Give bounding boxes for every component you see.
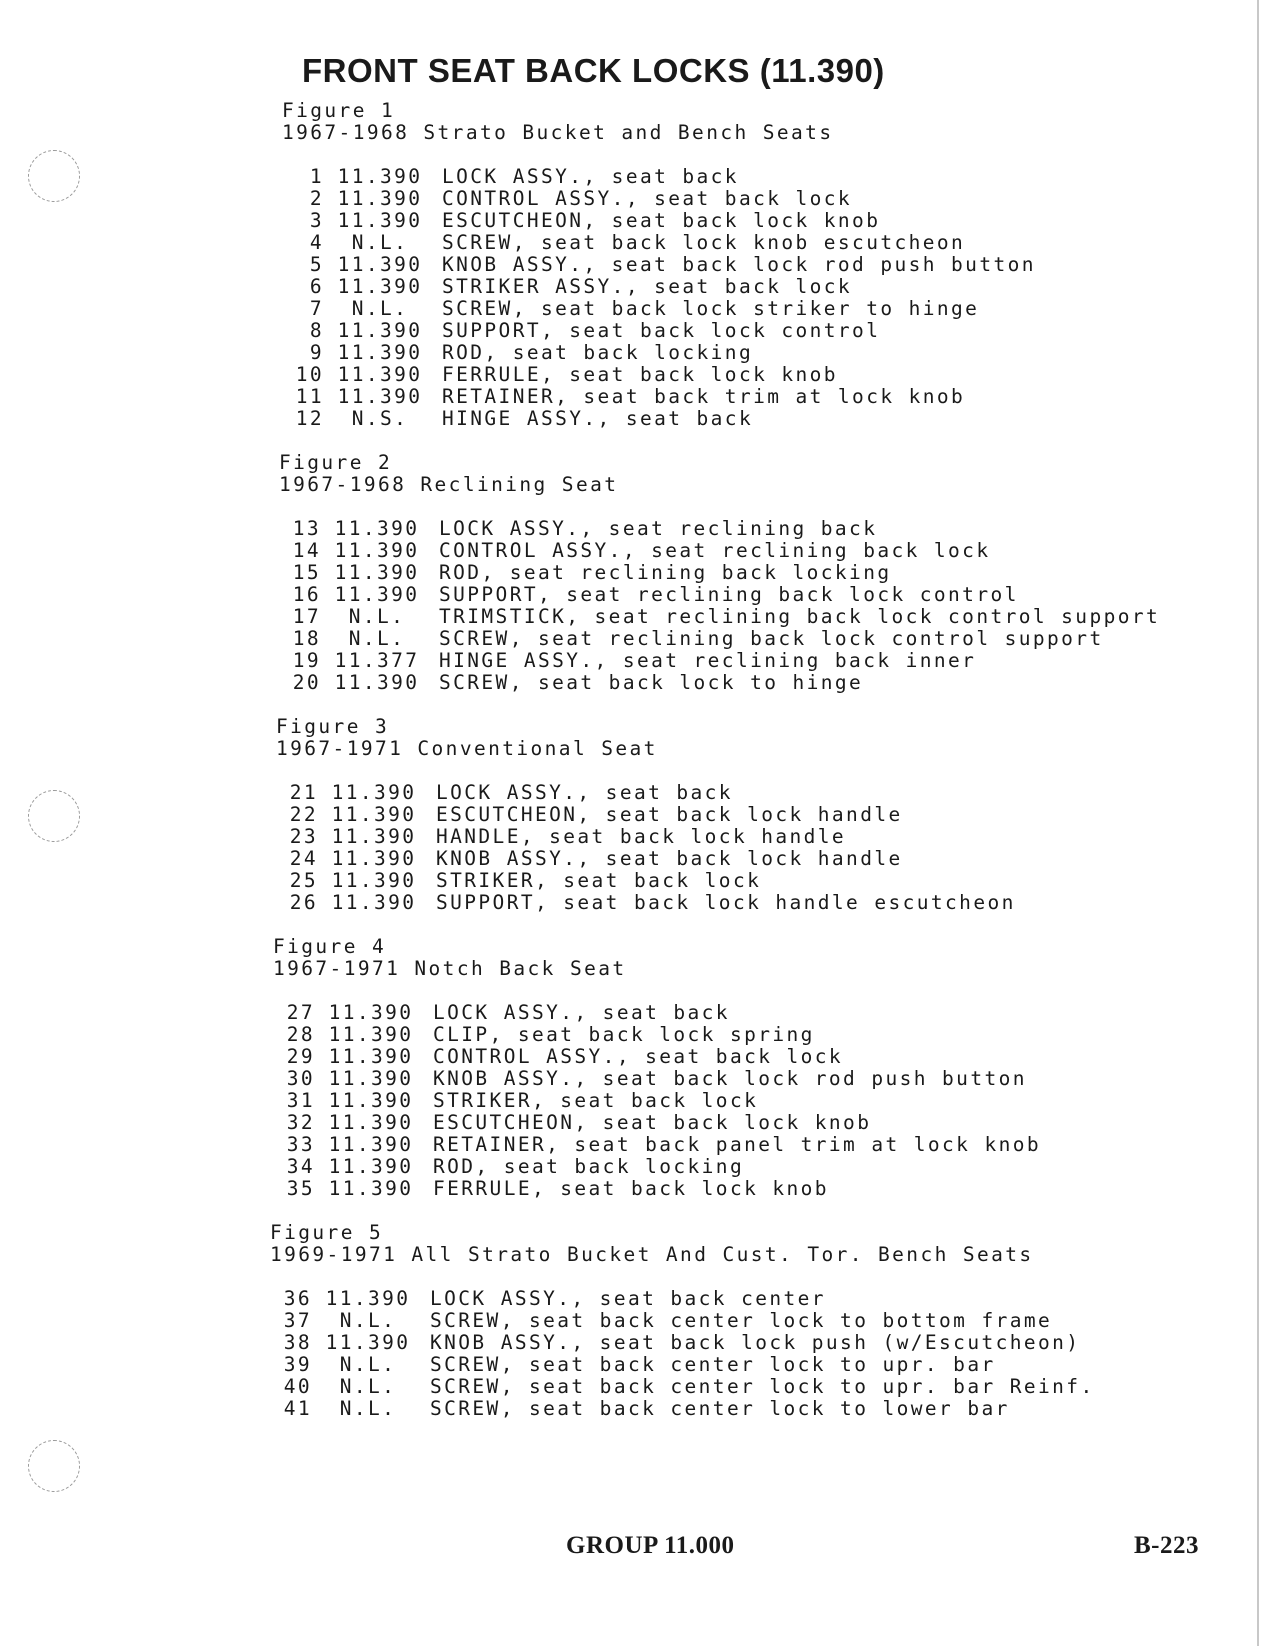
group-code: 11.390 xyxy=(334,671,420,694)
group-code: 11.390 xyxy=(334,561,420,584)
part-row xyxy=(279,562,1160,584)
figure-section-3 xyxy=(276,716,1016,914)
group-code: 11.390 xyxy=(337,275,423,298)
group-code: 11.390 xyxy=(337,363,423,386)
part-row xyxy=(282,408,1036,430)
part-number: 15 xyxy=(292,561,321,584)
part-description: SCREW, seat back center lock to lower bar xyxy=(430,1397,1010,1420)
part-number: 6 xyxy=(309,275,324,298)
part-number: 21 xyxy=(289,781,318,804)
part-number: 5 xyxy=(309,253,324,276)
parts-list xyxy=(273,1002,1041,1200)
group-code: 11.390 xyxy=(337,187,423,210)
part-row xyxy=(279,672,1160,694)
part-row xyxy=(276,804,1016,826)
figure-label: Figure 2 xyxy=(279,451,393,474)
group-code: N.L. xyxy=(348,605,406,628)
part-description: HINGE ASSY., seat reclining back inner xyxy=(439,649,977,672)
binder-hole-bottom xyxy=(28,1440,80,1492)
part-number: 2 xyxy=(309,187,324,210)
part-description: SUPPORT, seat back lock control xyxy=(442,319,881,342)
figure-caption: 1967-1971 Notch Back Seat xyxy=(273,957,627,980)
group-code: 11.390 xyxy=(337,165,423,188)
part-description: LOCK ASSY., seat reclining back xyxy=(439,517,878,540)
part-row xyxy=(276,848,1016,870)
part-row xyxy=(282,276,1036,298)
part-row xyxy=(282,232,1036,254)
group-code: N.L. xyxy=(339,1397,397,1420)
part-row xyxy=(282,364,1036,386)
figure-section-5 xyxy=(270,1222,1095,1420)
parts-list xyxy=(276,782,1016,914)
part-description: ESCUTCHEON, seat back lock handle xyxy=(436,803,903,826)
page-edge-line xyxy=(1257,0,1259,1646)
group-code: 11.390 xyxy=(334,517,420,540)
part-number: 38 xyxy=(283,1331,312,1354)
group-code: 11.390 xyxy=(325,1287,411,1310)
part-description: SCREW, seat back lock knob escutcheon xyxy=(442,231,966,254)
part-number: 12 xyxy=(295,407,324,430)
group-code: N.S. xyxy=(351,407,409,430)
part-number: 4 xyxy=(309,231,324,254)
part-number: 22 xyxy=(289,803,318,826)
part-number: 27 xyxy=(286,1001,315,1024)
group-code: 11.377 xyxy=(334,649,420,672)
part-row xyxy=(279,540,1160,562)
figure-label: Figure 3 xyxy=(276,715,390,738)
part-row xyxy=(273,1090,1041,1112)
group-code: 11.390 xyxy=(337,385,423,408)
part-description: HINGE ASSY., seat back xyxy=(442,407,754,430)
part-row xyxy=(273,1024,1041,1046)
group-code: 11.390 xyxy=(325,1331,411,1354)
part-description: SUPPORT, seat back lock handle escutcheon xyxy=(436,891,1016,914)
parts-list xyxy=(282,166,1036,430)
group-code: N.L. xyxy=(351,297,409,320)
part-description: LOCK ASSY., seat back xyxy=(442,165,739,188)
part-number: 16 xyxy=(292,583,321,606)
part-number: 24 xyxy=(289,847,318,870)
page-title: FRONT SEAT BACK LOCKS (11.390) xyxy=(302,52,885,89)
part-number: 39 xyxy=(283,1353,312,1376)
part-number: 33 xyxy=(286,1133,315,1156)
figure-label: Figure 4 xyxy=(273,935,387,958)
part-number: 1 xyxy=(309,165,324,188)
part-row xyxy=(273,1046,1041,1068)
part-description: LOCK ASSY., seat back xyxy=(436,781,733,804)
part-description: SCREW, seat back center lock to bottom frame xyxy=(430,1309,1053,1332)
part-description: KNOB ASSY., seat back lock push (w/Escutcheon) xyxy=(430,1331,1081,1354)
part-description: ROD, seat reclining back locking xyxy=(439,561,892,584)
part-number: 36 xyxy=(283,1287,312,1310)
figure-caption: 1967-1968 Reclining Seat xyxy=(279,473,619,496)
group-code: 11.390 xyxy=(328,1023,414,1046)
figure-caption: 1967-1971 Conventional Seat xyxy=(276,737,658,760)
part-row xyxy=(279,650,1160,672)
part-row xyxy=(276,892,1016,914)
part-description: SCREW, seat back center lock to upr. bar Reinf. xyxy=(430,1375,1095,1398)
group-label: GROUP 11.000 xyxy=(566,1532,735,1559)
part-row xyxy=(282,166,1036,188)
part-number: 14 xyxy=(292,539,321,562)
group-code: 11.390 xyxy=(328,1001,414,1024)
binder-hole-top xyxy=(28,150,80,202)
part-number: 40 xyxy=(283,1375,312,1398)
part-number: 13 xyxy=(292,517,321,540)
part-number: 23 xyxy=(289,825,318,848)
group-code: N.L. xyxy=(339,1353,397,1376)
part-description: RETAINER, seat back panel trim at lock knob xyxy=(433,1133,1042,1156)
part-number: 31 xyxy=(286,1089,315,1112)
part-number: 26 xyxy=(289,891,318,914)
part-row xyxy=(279,518,1160,540)
part-row xyxy=(270,1310,1095,1332)
group-code: 11.390 xyxy=(331,847,417,870)
part-number: 29 xyxy=(286,1045,315,1068)
group-code: 11.390 xyxy=(337,253,423,276)
part-number: 18 xyxy=(292,627,321,650)
part-number: 34 xyxy=(286,1155,315,1178)
part-description: HANDLE, seat back lock handle xyxy=(436,825,847,848)
part-number: 32 xyxy=(286,1111,315,1134)
group-code: 11.390 xyxy=(334,583,420,606)
part-row xyxy=(273,1156,1041,1178)
group-code: 11.390 xyxy=(328,1067,414,1090)
group-code: 11.390 xyxy=(328,1177,414,1200)
part-number: 25 xyxy=(289,869,318,892)
group-code: 11.390 xyxy=(331,891,417,914)
figure-section-4 xyxy=(273,936,1041,1200)
part-number: 8 xyxy=(309,319,324,342)
part-description: KNOB ASSY., seat back lock handle xyxy=(436,847,903,870)
part-description: TRIMSTICK, seat reclining back lock control support xyxy=(439,605,1161,628)
parts-list xyxy=(270,1288,1095,1420)
group-code: N.L. xyxy=(348,627,406,650)
group-code: 11.390 xyxy=(328,1045,414,1068)
part-description: FERRULE, seat back lock knob xyxy=(442,363,838,386)
group-code: 11.390 xyxy=(337,341,423,364)
group-code: 11.390 xyxy=(328,1111,414,1134)
part-row xyxy=(282,320,1036,342)
part-description: SCREW, seat back center lock to upr. bar xyxy=(430,1353,996,1376)
part-description: KNOB ASSY., seat back lock rod push button xyxy=(433,1067,1027,1090)
group-code: 11.390 xyxy=(328,1089,414,1112)
part-row xyxy=(270,1288,1095,1310)
part-row xyxy=(282,254,1036,276)
part-row xyxy=(270,1354,1095,1376)
part-description: CLIP, seat back lock spring xyxy=(433,1023,815,1046)
binder-hole-middle xyxy=(28,790,80,842)
figure-section-2 xyxy=(279,452,1160,694)
group-code: 11.390 xyxy=(331,803,417,826)
part-number: 35 xyxy=(286,1177,315,1200)
figure-label: Figure 5 xyxy=(270,1221,384,1244)
part-description: SCREW, seat back lock striker to hinge xyxy=(442,297,980,320)
part-number: 10 xyxy=(295,363,324,386)
part-row xyxy=(279,584,1160,606)
part-row xyxy=(276,782,1016,804)
part-number: 19 xyxy=(292,649,321,672)
part-row xyxy=(270,1376,1095,1398)
part-description: LOCK ASSY., seat back xyxy=(433,1001,730,1024)
part-description: STRIKER ASSY., seat back lock xyxy=(442,275,853,298)
part-description: CONTROL ASSY., seat back lock xyxy=(442,187,853,210)
page-number: B-223 xyxy=(1134,1532,1199,1559)
figure-caption: 1969-1971 All Strato Bucket And Cust. Tor. Bench Seats xyxy=(270,1243,1034,1266)
part-row xyxy=(282,386,1036,408)
part-description: RETAINER, seat back trim at lock knob xyxy=(442,385,966,408)
part-row xyxy=(279,628,1160,650)
group-code: 11.390 xyxy=(337,209,423,232)
part-row xyxy=(273,1134,1041,1156)
part-row xyxy=(276,870,1016,892)
group-code: N.L. xyxy=(339,1375,397,1398)
part-number: 30 xyxy=(286,1067,315,1090)
part-row xyxy=(279,606,1160,628)
part-description: SUPPORT, seat reclining back lock control xyxy=(439,583,1019,606)
group-code: 11.390 xyxy=(331,781,417,804)
part-description: FERRULE, seat back lock knob xyxy=(433,1177,829,1200)
figure-section-1 xyxy=(282,100,1036,430)
group-code: 11.390 xyxy=(334,539,420,562)
part-number: 17 xyxy=(292,605,321,628)
part-description: ROD, seat back locking xyxy=(433,1155,745,1178)
part-number: 41 xyxy=(283,1397,312,1420)
part-description: CONTROL ASSY., seat back lock xyxy=(433,1045,844,1068)
part-description: LOCK ASSY., seat back center xyxy=(430,1287,826,1310)
part-description: SCREW, seat back lock to hinge xyxy=(439,671,864,694)
part-row xyxy=(273,1002,1041,1024)
group-code: 11.390 xyxy=(328,1155,414,1178)
part-row xyxy=(282,188,1036,210)
part-description: ROD, seat back locking xyxy=(442,341,754,364)
part-description: ESCUTCHEON, seat back lock knob xyxy=(442,209,881,232)
part-number: 9 xyxy=(309,341,324,364)
part-description: SCREW, seat reclining back lock control support xyxy=(439,627,1104,650)
part-description: CONTROL ASSY., seat reclining back lock xyxy=(439,539,991,562)
part-number: 7 xyxy=(309,297,324,320)
part-number: 37 xyxy=(283,1309,312,1332)
part-description: ESCUTCHEON, seat back lock knob xyxy=(433,1111,872,1134)
part-row xyxy=(273,1112,1041,1134)
part-description: STRIKER, seat back lock xyxy=(433,1089,759,1112)
group-code: 11.390 xyxy=(331,825,417,848)
figure-label: Figure 1 xyxy=(282,99,396,122)
part-number: 20 xyxy=(292,671,321,694)
group-code: 11.390 xyxy=(331,869,417,892)
group-code: N.L. xyxy=(351,231,409,254)
part-row xyxy=(273,1178,1041,1200)
part-description: KNOB ASSY., seat back lock rod push button xyxy=(442,253,1036,276)
part-number: 11 xyxy=(295,385,324,408)
figure-caption: 1967-1968 Strato Bucket and Bench Seats xyxy=(282,121,834,144)
part-description: STRIKER, seat back lock xyxy=(436,869,762,892)
part-row xyxy=(282,298,1036,320)
part-row xyxy=(270,1398,1095,1420)
part-row xyxy=(270,1332,1095,1354)
group-code: N.L. xyxy=(339,1309,397,1332)
part-number: 28 xyxy=(286,1023,315,1046)
part-row xyxy=(282,342,1036,364)
part-row xyxy=(282,210,1036,232)
part-row xyxy=(276,826,1016,848)
parts-list xyxy=(279,518,1160,694)
part-row xyxy=(273,1068,1041,1090)
group-code: 11.390 xyxy=(328,1133,414,1156)
part-number: 3 xyxy=(309,209,324,232)
group-code: 11.390 xyxy=(337,319,423,342)
